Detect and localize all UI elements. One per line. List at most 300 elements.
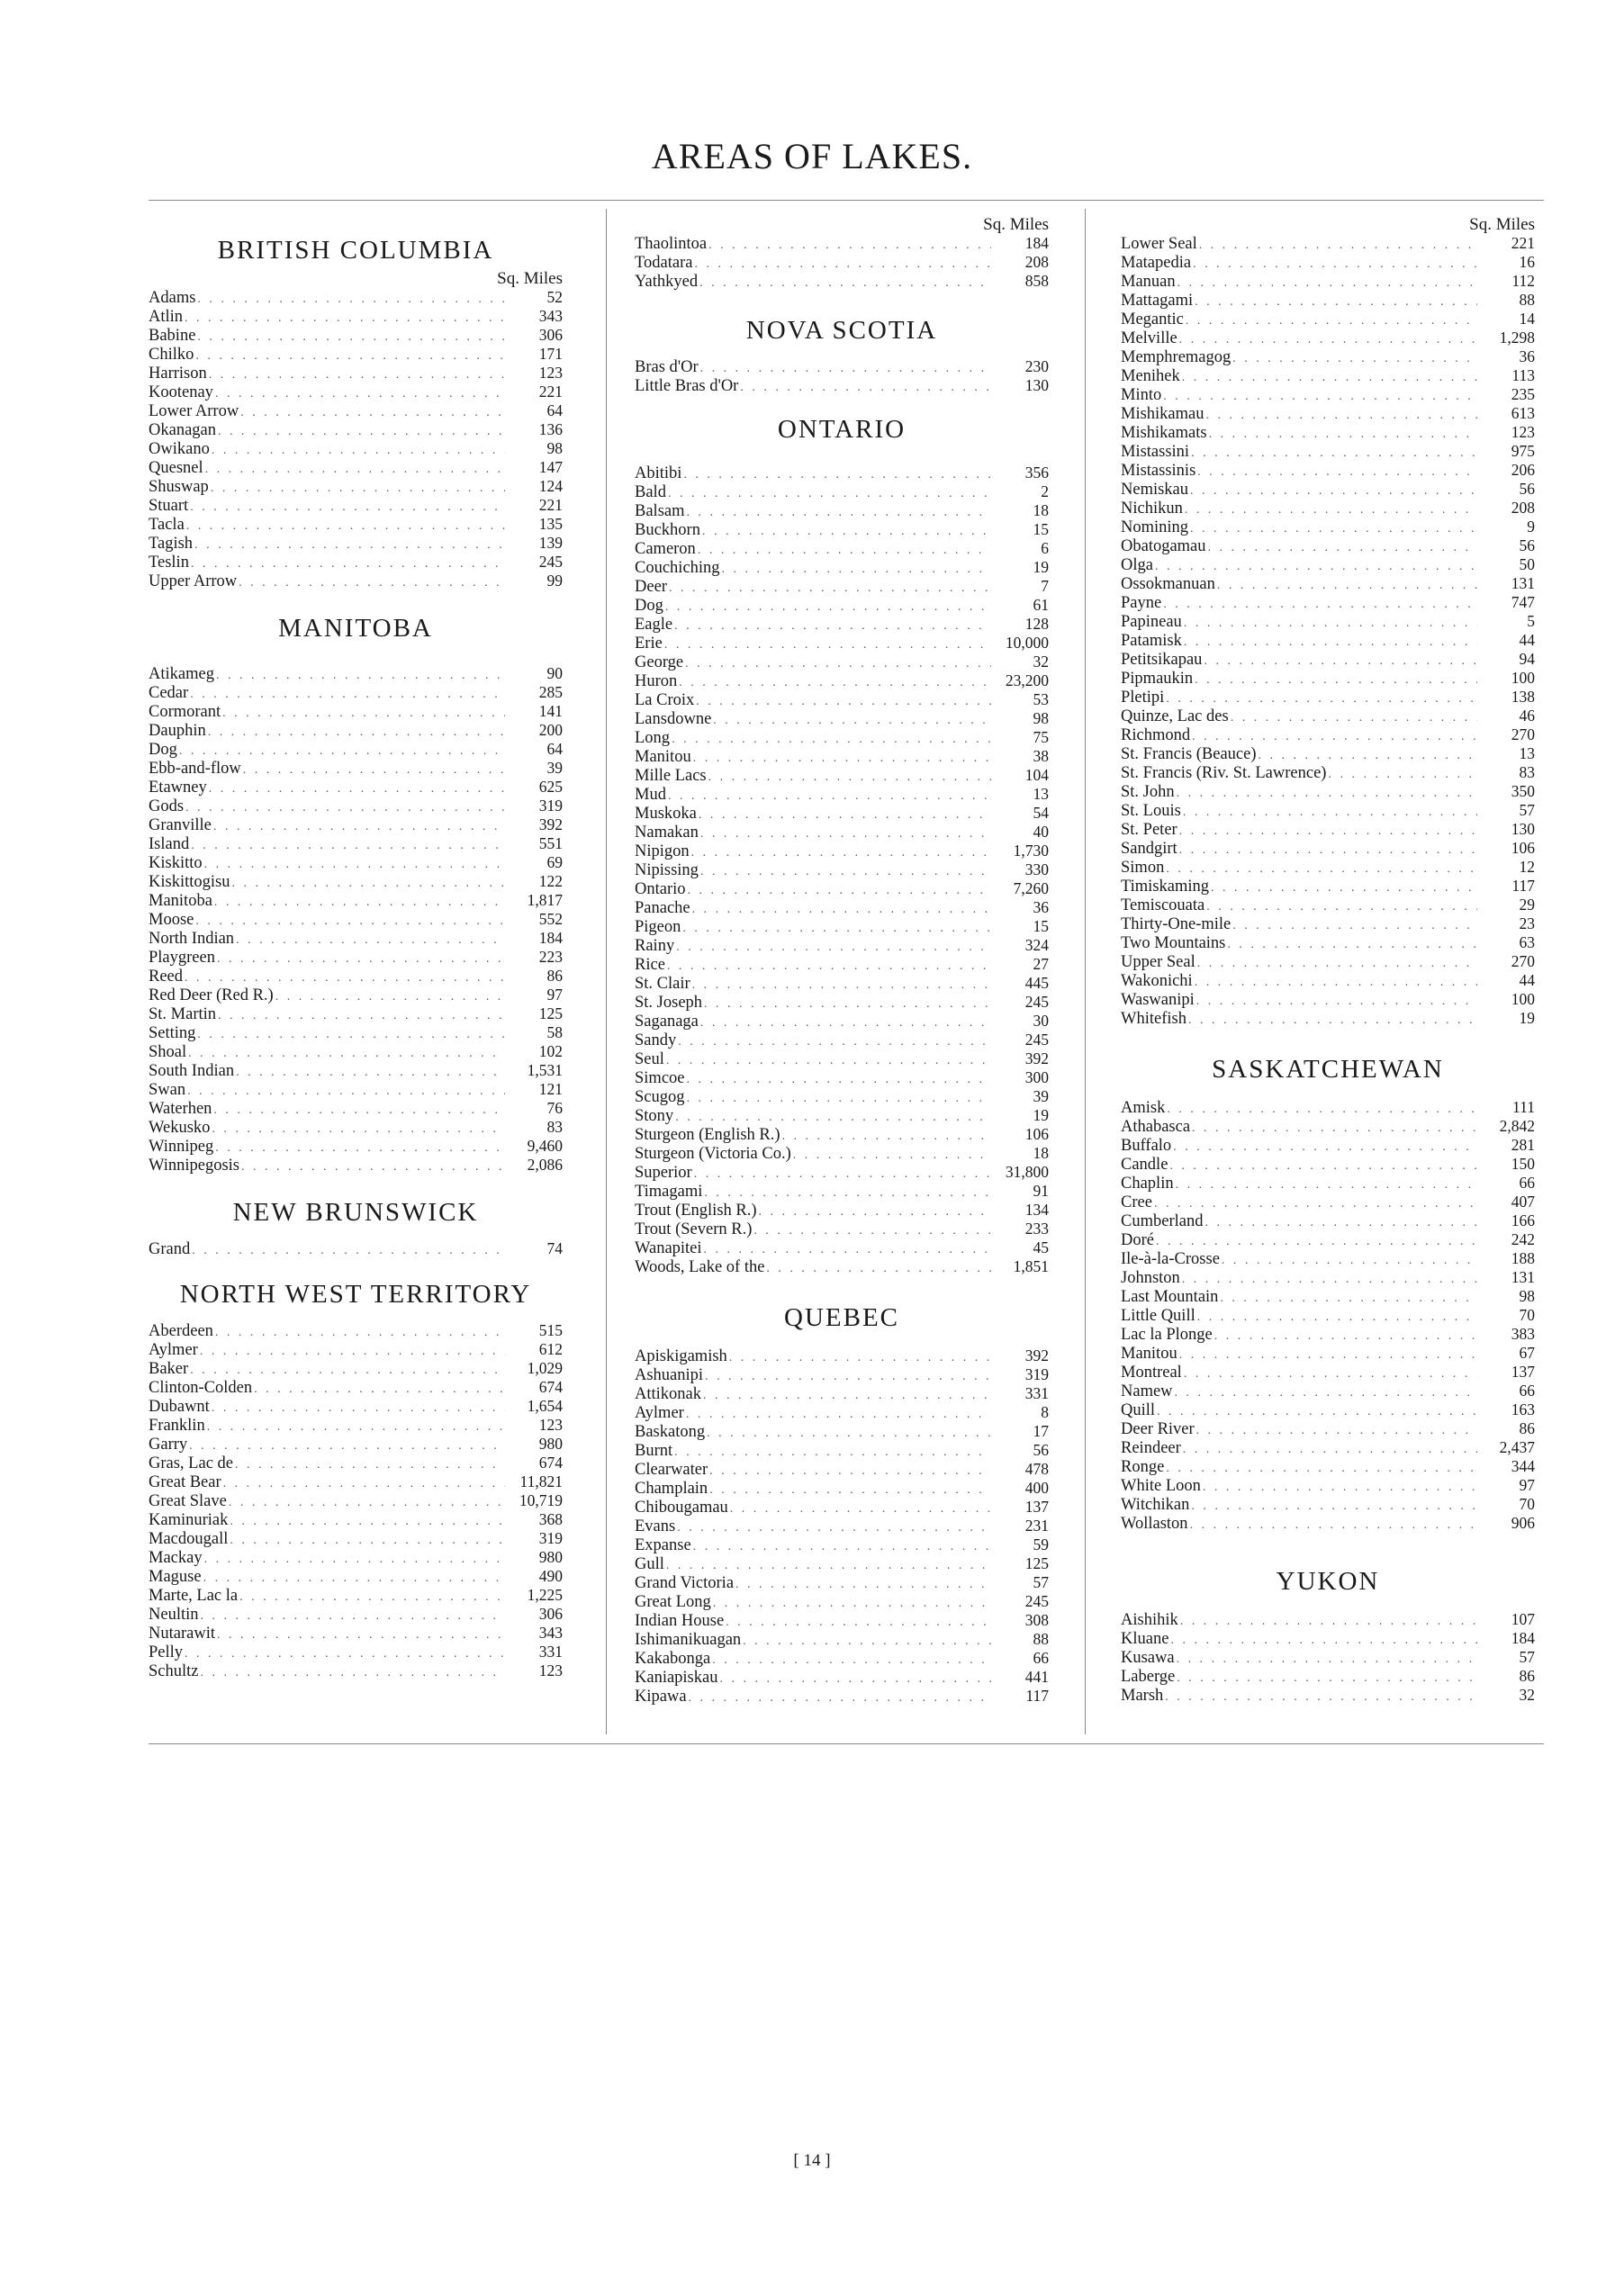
lake-row xyxy=(149,1586,563,1605)
lake-row xyxy=(635,577,1049,596)
lake-row xyxy=(635,671,1049,690)
lake-row xyxy=(635,955,1049,974)
section-north-west-territory xyxy=(149,1278,563,1680)
lake-area: 245 xyxy=(538,553,563,571)
lake-name: Obatogamau xyxy=(1121,537,1206,555)
lake-row xyxy=(1121,1363,1535,1382)
lake-name: Patamisk xyxy=(1121,632,1182,650)
lake-area: 67 xyxy=(1519,1344,1535,1362)
leader-dots xyxy=(759,1202,991,1221)
leader-dots xyxy=(275,987,505,1006)
lake-area: 136 xyxy=(538,420,563,438)
lake-name: Couchiching xyxy=(635,559,720,577)
lake-row xyxy=(1121,1514,1535,1533)
lake-row xyxy=(635,1365,1049,1384)
lake-name: Kiskitto xyxy=(149,854,203,872)
lake-area: 91 xyxy=(1033,1182,1049,1200)
lake-area: 245 xyxy=(1024,1031,1049,1049)
lake-row xyxy=(149,778,563,797)
lake-row xyxy=(1121,1193,1535,1211)
lake-name: Gods xyxy=(149,797,185,815)
lake-area: 94 xyxy=(1519,650,1535,668)
lake-row xyxy=(149,740,563,759)
lake-row xyxy=(635,539,1049,558)
lake-area: 208 xyxy=(1511,499,1535,517)
lake-row xyxy=(1121,1476,1535,1495)
lake-row xyxy=(635,974,1049,993)
lake-area: 45 xyxy=(1033,1238,1049,1256)
lake-name: Ashuanipi xyxy=(635,1366,704,1384)
leader-dots xyxy=(672,730,991,749)
leader-dots xyxy=(1222,1251,1477,1270)
lake-name: Pletipi xyxy=(1121,689,1165,707)
lake-row xyxy=(1121,707,1535,725)
leader-dots xyxy=(1195,671,1477,689)
lake-name: Owikano xyxy=(149,440,210,458)
lake-row xyxy=(1121,820,1535,839)
leader-dots xyxy=(222,704,505,723)
lake-area: 125 xyxy=(1024,1554,1049,1572)
lake-name: Balsam xyxy=(635,502,685,520)
leader-dots xyxy=(688,881,991,900)
lake-name: Attikonak xyxy=(635,1385,701,1403)
lake-area: 66 xyxy=(1033,1649,1049,1667)
lake-name: Granville xyxy=(149,816,212,834)
leader-dots xyxy=(708,768,991,787)
leader-dots xyxy=(185,309,505,328)
leader-dots xyxy=(1232,349,1477,368)
lake-name: Wollaston xyxy=(1121,1515,1188,1533)
lake-name: Marsh xyxy=(1121,1687,1164,1705)
leader-dots xyxy=(235,1455,505,1474)
leader-dots xyxy=(1185,500,1477,519)
lake-area: 10,719 xyxy=(519,1491,563,1509)
lake-row xyxy=(149,1435,563,1454)
leader-dots xyxy=(236,1063,505,1082)
lake-row xyxy=(1121,1400,1535,1419)
lake-name: Memphremagog xyxy=(1121,348,1232,366)
leader-dots xyxy=(713,1594,991,1613)
lake-area: 975 xyxy=(1511,442,1535,460)
leader-dots xyxy=(1177,1669,1477,1688)
lake-name: Bras d'Or xyxy=(635,358,699,376)
lake-area: 163 xyxy=(1511,1400,1535,1418)
lake-name: Namew xyxy=(1121,1382,1173,1400)
lake-name: Mackay xyxy=(149,1549,203,1567)
leader-dots xyxy=(666,1051,991,1070)
lake-area: 1,654 xyxy=(527,1397,563,1415)
section-heading: QUEBEC xyxy=(784,1303,899,1332)
lake-area: 308 xyxy=(1024,1611,1049,1629)
lake-name: Playgreen xyxy=(149,949,215,967)
section-yukon xyxy=(1121,1565,1535,1705)
lake-name: Two Mountains xyxy=(1121,934,1226,952)
lake-row xyxy=(149,1042,563,1061)
lake-list xyxy=(1121,234,1535,1028)
lake-name: Okanagan xyxy=(149,421,216,439)
lake-row xyxy=(635,1498,1049,1517)
lake-row xyxy=(1121,1249,1535,1268)
lake-area: 123 xyxy=(1511,423,1535,441)
lake-row xyxy=(1121,480,1535,499)
lake-area: 66 xyxy=(1519,1174,1535,1192)
lake-row xyxy=(149,683,563,702)
lake-row xyxy=(149,1061,563,1080)
lake-area: 319 xyxy=(1024,1365,1049,1383)
section-heading: NEW BRUNSWICK xyxy=(232,1198,479,1227)
lake-name: Megantic xyxy=(1121,311,1184,329)
lake-area: 63 xyxy=(1519,933,1535,951)
lake-row xyxy=(149,1643,563,1661)
leader-dots xyxy=(223,1474,505,1493)
lake-area: 139 xyxy=(538,534,563,552)
lake-row xyxy=(149,967,563,986)
lake-name: Stuart xyxy=(149,497,189,515)
leader-dots xyxy=(1211,878,1477,897)
leader-dots xyxy=(694,1165,991,1184)
lake-row xyxy=(149,853,563,872)
lake-area: 98 xyxy=(546,439,563,457)
lake-area: 59 xyxy=(1033,1535,1049,1553)
leader-dots xyxy=(704,995,991,1013)
lake-list xyxy=(1121,1098,1535,1533)
lake-row xyxy=(149,1156,563,1175)
lake-name: Dubawnt xyxy=(149,1398,210,1416)
lake-area: 58 xyxy=(546,1023,563,1041)
lake-name: Mishikamats xyxy=(1121,424,1207,442)
lake-row xyxy=(1121,385,1535,404)
lake-row xyxy=(1121,971,1535,990)
leader-dots xyxy=(218,422,505,441)
lake-area: 66 xyxy=(1519,1382,1535,1400)
leader-dots xyxy=(217,950,505,968)
leader-dots xyxy=(709,1462,991,1481)
lake-area: 1,817 xyxy=(527,891,563,909)
lake-area: 29 xyxy=(1519,896,1535,914)
lake-row xyxy=(635,464,1049,482)
leader-dots xyxy=(1154,1194,1477,1213)
lake-area: 6 xyxy=(1041,539,1049,557)
lake-name: Kaniapiskau xyxy=(635,1669,718,1687)
lake-row xyxy=(1121,631,1535,650)
lake-name: Burnt xyxy=(635,1442,673,1460)
lake-list xyxy=(635,1346,1049,1706)
leader-dots xyxy=(195,912,505,931)
lake-area: 123 xyxy=(538,364,563,382)
lake-area: 16 xyxy=(1519,253,1535,271)
lake-name: St. Francis (Riv. St. Lawrence) xyxy=(1121,764,1327,782)
lake-row xyxy=(149,553,563,572)
leader-dots xyxy=(700,862,991,881)
lake-row xyxy=(149,515,563,534)
lake-area: 88 xyxy=(1519,291,1535,309)
leader-dots xyxy=(677,1518,991,1537)
leader-dots xyxy=(212,441,505,460)
lake-row xyxy=(635,1535,1049,1554)
lake-area: 9 xyxy=(1527,518,1535,536)
lake-name: Sturgeon (English R.) xyxy=(635,1126,780,1144)
lake-name: Waterhen xyxy=(149,1100,212,1118)
lake-name: Montreal xyxy=(1121,1364,1182,1382)
lake-name: Cedar xyxy=(149,684,189,702)
leader-dots xyxy=(1214,1327,1477,1346)
leader-dots xyxy=(218,1006,505,1025)
lake-list xyxy=(149,1239,563,1258)
lake-area: 166 xyxy=(1511,1211,1535,1229)
section-quebec-continued xyxy=(1121,234,1535,1028)
lake-area: 56 xyxy=(1519,480,1535,498)
leader-dots xyxy=(192,1241,505,1260)
leader-dots xyxy=(683,465,991,484)
leader-dots xyxy=(674,1443,991,1462)
lake-row xyxy=(1121,744,1535,763)
lake-name: Sandgirt xyxy=(1121,840,1177,858)
lake-area: 130 xyxy=(1511,820,1535,838)
leader-dots xyxy=(209,365,505,384)
lake-row xyxy=(635,804,1049,823)
lake-area: 674 xyxy=(538,1454,563,1472)
lake-area: 281 xyxy=(1511,1136,1535,1154)
leader-dots xyxy=(254,1380,505,1399)
lake-row xyxy=(149,439,563,458)
lake-area: 407 xyxy=(1511,1193,1535,1211)
lake-area: 613 xyxy=(1511,404,1535,422)
lake-row xyxy=(635,1182,1049,1201)
lake-name: Buffalo xyxy=(1121,1137,1172,1155)
lake-name: Kipawa xyxy=(635,1688,687,1706)
leader-dots xyxy=(194,536,505,554)
lake-name: Quesnel xyxy=(149,459,203,477)
leader-dots xyxy=(239,573,505,592)
lake-name: Great Bear xyxy=(149,1473,221,1491)
lake-row xyxy=(149,1023,563,1042)
leader-dots xyxy=(1195,973,1477,992)
lake-row xyxy=(635,747,1049,766)
lake-row xyxy=(635,1422,1049,1441)
lake-row xyxy=(1121,555,1535,574)
lake-area: 99 xyxy=(546,572,563,590)
lake-name: Nipigon xyxy=(635,842,690,860)
lake-area: 147 xyxy=(538,458,563,476)
lake-row xyxy=(149,1099,563,1118)
leader-dots xyxy=(1191,444,1477,463)
lake-name: St. Joseph xyxy=(635,994,703,1012)
lake-name: Eagle xyxy=(635,616,673,634)
lake-row xyxy=(1121,1268,1535,1287)
lake-area: 100 xyxy=(1511,669,1535,687)
lake-area: 138 xyxy=(1511,688,1535,706)
lake-name: Menihek xyxy=(1121,367,1180,385)
lake-area: 445 xyxy=(1024,974,1049,992)
lake-name: Erie xyxy=(635,635,663,653)
leader-dots xyxy=(679,673,991,692)
leader-dots xyxy=(687,503,992,522)
lake-name: Clearwater xyxy=(635,1461,708,1479)
lake-name: Red Deer (Red R.) xyxy=(149,986,274,1004)
section-heading: BRITISH COLUMBIA xyxy=(217,236,494,265)
lake-area: 125 xyxy=(538,1004,563,1022)
leader-dots xyxy=(185,798,505,817)
lake-area: 128 xyxy=(1024,615,1049,633)
lake-name: Long xyxy=(635,729,671,747)
lake-row xyxy=(1121,933,1535,952)
lake-area: 368 xyxy=(538,1510,563,1528)
lake-area: 980 xyxy=(538,1435,563,1453)
lake-row xyxy=(635,1068,1049,1087)
leader-dots xyxy=(1180,1612,1477,1631)
lake-name: St. Clair xyxy=(635,975,690,993)
lake-name: North Indian xyxy=(149,930,235,948)
lake-name: Nemiskau xyxy=(1121,481,1189,499)
lake-row xyxy=(149,721,563,740)
lake-name: Aishihik xyxy=(1121,1611,1178,1629)
lake-row xyxy=(1121,1230,1535,1249)
lake-row xyxy=(149,1340,563,1359)
lake-area: 122 xyxy=(538,872,563,890)
lake-name: Wanapitei xyxy=(635,1239,702,1257)
leader-dots xyxy=(1204,1213,1477,1232)
lake-area: 102 xyxy=(538,1042,563,1060)
lake-area: 150 xyxy=(1511,1155,1535,1173)
lake-name: Mistassini xyxy=(1121,443,1190,461)
leader-dots xyxy=(1209,425,1477,444)
lake-name: Pipmaukin xyxy=(1121,670,1194,688)
lake-area: 56 xyxy=(1033,1441,1049,1459)
lake-name: Pelly xyxy=(149,1643,184,1661)
lake-area: 83 xyxy=(546,1118,563,1136)
leader-dots xyxy=(1259,746,1477,765)
lake-name: Lansdowne xyxy=(635,710,712,728)
lake-area: 270 xyxy=(1511,952,1535,970)
leader-dots xyxy=(1156,1232,1477,1251)
lake-row xyxy=(635,357,1049,376)
lake-row xyxy=(635,272,1049,291)
lake-area: 57 xyxy=(1519,1648,1535,1666)
lake-row xyxy=(149,1624,563,1643)
section-new-brunswick xyxy=(149,1196,563,1258)
leader-dots xyxy=(668,484,991,503)
lake-name: Baskatong xyxy=(635,1423,706,1441)
lake-row xyxy=(149,1491,563,1510)
leader-dots xyxy=(1192,727,1477,746)
leader-dots xyxy=(1184,633,1477,652)
leader-dots xyxy=(1182,1270,1477,1289)
lake-name: Kootenay xyxy=(149,383,213,401)
lake-row xyxy=(149,1510,563,1529)
lake-area: 19 xyxy=(1033,1106,1049,1124)
lake-area: 300 xyxy=(1024,1068,1049,1086)
lake-row xyxy=(635,234,1049,253)
leader-dots xyxy=(766,1259,991,1278)
lake-name: Cumberland xyxy=(1121,1212,1204,1230)
leader-dots xyxy=(676,938,991,957)
leader-dots xyxy=(230,1531,505,1550)
leader-dots xyxy=(195,347,505,365)
leader-dots xyxy=(669,579,991,598)
lake-name: Little Quill xyxy=(1121,1307,1195,1325)
lake-name: Champlain xyxy=(635,1480,708,1498)
lake-row xyxy=(149,534,563,553)
lake-name: Mille Lacs xyxy=(635,767,707,785)
lake-area: 50 xyxy=(1519,555,1535,573)
lake-row xyxy=(1121,518,1535,536)
lake-row xyxy=(1121,1686,1535,1705)
leader-dots xyxy=(179,742,505,761)
lake-row xyxy=(1121,839,1535,858)
section-heading: ONTARIO xyxy=(777,415,907,444)
leader-dots xyxy=(708,236,991,255)
lake-area: 208 xyxy=(1024,253,1049,271)
leader-dots xyxy=(668,787,991,806)
lake-area: 124 xyxy=(538,477,563,495)
lake-row xyxy=(1121,366,1535,385)
lake-name: Dog xyxy=(149,741,177,759)
leader-dots xyxy=(229,1493,505,1512)
lake-area: 674 xyxy=(538,1378,563,1396)
leader-dots xyxy=(685,654,991,673)
lake-row xyxy=(149,759,563,778)
lake-name: Nipissing xyxy=(635,861,699,879)
leader-dots xyxy=(694,255,991,274)
leader-dots xyxy=(204,1550,505,1569)
lake-name: Kiskittogisu xyxy=(149,873,230,891)
sq-miles-label: Sq. Miles xyxy=(497,269,563,288)
leader-dots xyxy=(704,1184,991,1202)
lake-name: Cameron xyxy=(635,540,696,558)
lake-name: Whitefish xyxy=(1121,1010,1186,1028)
lake-area: 223 xyxy=(538,948,563,966)
lake-name: Sandy xyxy=(635,1031,677,1049)
lake-area: 69 xyxy=(546,853,563,871)
lake-name: Island xyxy=(149,835,190,853)
leader-dots xyxy=(191,554,505,573)
lake-area: 441 xyxy=(1024,1668,1049,1686)
lake-name: Setting xyxy=(149,1024,196,1042)
leader-dots xyxy=(1206,406,1478,425)
leader-dots xyxy=(709,1481,991,1499)
lake-area: 18 xyxy=(1033,501,1049,519)
lake-row xyxy=(1121,725,1535,744)
lake-area: 2,437 xyxy=(1499,1438,1535,1456)
leader-dots xyxy=(240,403,505,422)
lake-row xyxy=(1121,347,1535,366)
lake-row xyxy=(1121,1457,1535,1476)
lake-area: 97 xyxy=(546,986,563,1004)
lake-name: St. John xyxy=(1121,783,1175,801)
leader-dots xyxy=(1169,1157,1477,1175)
lake-name: Lower Arrow xyxy=(149,402,239,420)
leader-dots xyxy=(1190,1516,1477,1535)
lake-name: Kakabonga xyxy=(635,1650,711,1668)
leader-dots xyxy=(190,498,505,517)
lake-row xyxy=(635,898,1049,917)
lake-row xyxy=(149,815,563,834)
lake-row xyxy=(149,702,563,721)
lake-name: Macdougall xyxy=(149,1530,229,1548)
lake-area: 235 xyxy=(1511,385,1535,403)
lake-area: 233 xyxy=(1024,1220,1049,1238)
lake-list xyxy=(149,1321,563,1680)
lake-area: 54 xyxy=(1033,804,1049,822)
lake-area: 478 xyxy=(1024,1460,1049,1478)
section-heading: NOVA SCOTIA xyxy=(745,316,938,345)
lake-area: 36 xyxy=(1033,898,1049,916)
lake-area: 32 xyxy=(1033,653,1049,671)
leader-dots xyxy=(1199,236,1477,255)
lake-name: Gull xyxy=(635,1555,664,1573)
lake-area: 980 xyxy=(538,1548,563,1566)
lake-name: Huron xyxy=(635,672,678,690)
